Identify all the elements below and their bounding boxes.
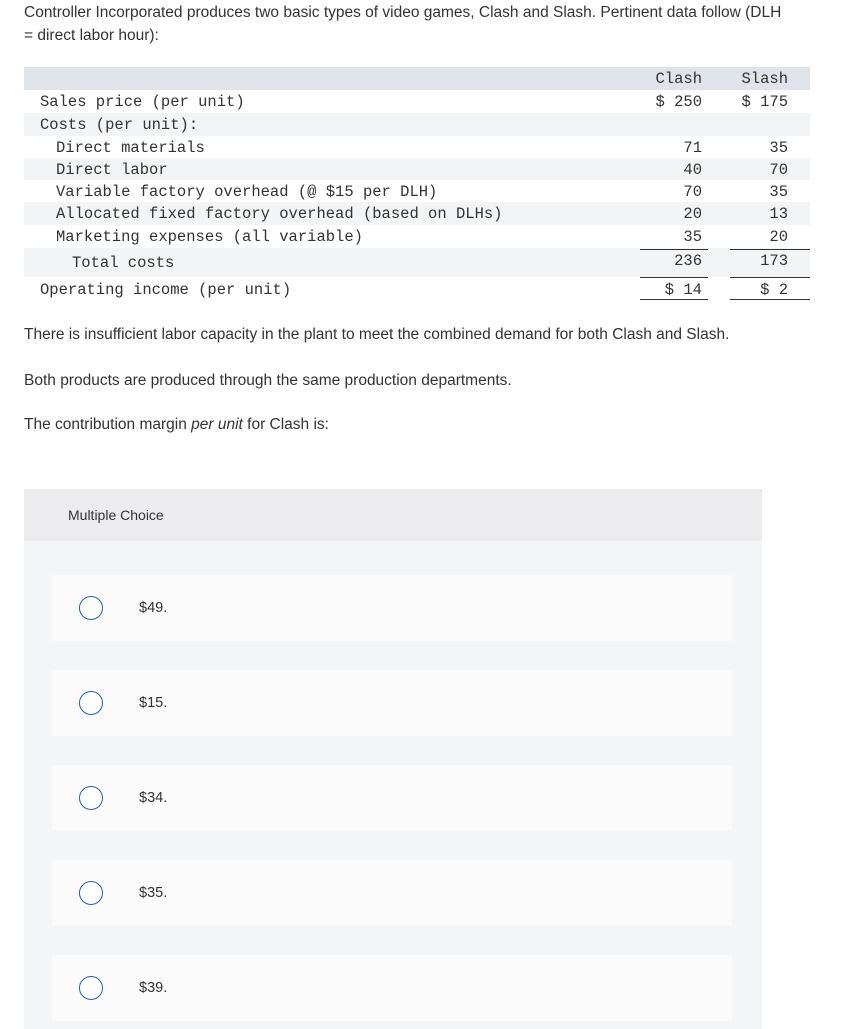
- subtotal-rule-clash: [640, 249, 708, 250]
- column-header-slash: Slash: [741, 70, 788, 88]
- question-intro: Controller Incorporated produces two basic types of video games, Clash and Slash. Pertinent data follow (DLH = direct labor hour):: [24, 4, 782, 44]
- clash-value: 40: [683, 161, 702, 179]
- row-label: Costs (per unit):: [40, 116, 199, 134]
- cost-data-table: [24, 67, 810, 301]
- clash-value: 71: [683, 139, 702, 157]
- row-label: Variable factory overhead (@ $15 per DLH): [56, 183, 438, 201]
- answer-option-label: $34.: [139, 790, 168, 806]
- prompt-suffix: for Clash is:: [242, 416, 329, 433]
- departments-paragraph: Both products are produced through the same production departments.: [24, 372, 512, 389]
- multiple-choice-panel: [24, 489, 762, 1029]
- table-row-marketing: [24, 225, 810, 248]
- question-prompt: [24, 413, 784, 436]
- clash-value: $ 250: [655, 93, 702, 111]
- row-label: Sales price (per unit): [40, 93, 245, 111]
- radio-button[interactable]: [79, 786, 103, 810]
- slash-value: 70: [769, 161, 788, 179]
- radio-button[interactable]: [79, 596, 103, 620]
- slash-value: 173: [760, 252, 788, 270]
- clash-value: 20: [683, 205, 702, 223]
- answer-option-2[interactable]: [52, 670, 732, 736]
- table-header-row: [24, 67, 810, 90]
- table-row-fixed-overhead: [24, 202, 810, 225]
- row-label: Marketing expenses (all variable): [56, 228, 363, 246]
- answer-option-1[interactable]: [52, 575, 732, 641]
- prompt-prefix: The contribution margin: [24, 416, 192, 433]
- answer-option-3[interactable]: [52, 765, 732, 831]
- radio-button[interactable]: [79, 691, 103, 715]
- slash-value: $ 175: [741, 93, 788, 111]
- table-row-costs-heading: [24, 113, 810, 136]
- subtotal-rule-slash: [730, 249, 810, 250]
- answer-option-label: $35.: [139, 885, 168, 901]
- answer-option-label: $15.: [139, 695, 168, 711]
- clash-value: 35: [683, 228, 702, 246]
- slash-value: 35: [769, 183, 788, 201]
- slash-value: $ 2: [760, 281, 788, 299]
- slash-value: 35: [769, 139, 788, 157]
- clash-value: $ 14: [664, 281, 702, 299]
- table-row-operating-income: [24, 277, 810, 301]
- clash-value: 70: [683, 183, 702, 201]
- answer-option-label: $39.: [139, 980, 168, 996]
- table-row-total-costs: [24, 248, 810, 277]
- row-label: Total costs: [72, 254, 175, 272]
- row-label: Direct labor: [56, 161, 168, 179]
- answer-option-5[interactable]: [52, 955, 732, 1021]
- row-label: Allocated fixed factory overhead (based on DLHs): [56, 205, 503, 223]
- table-row-sales-price: [24, 90, 810, 113]
- total-rule-clash: [640, 277, 708, 278]
- double-rule-slash: [730, 299, 810, 300]
- radio-button[interactable]: [79, 881, 103, 905]
- table-row-variable-overhead: [24, 180, 810, 202]
- column-header-clash: Clash: [655, 70, 702, 88]
- slash-value: 20: [769, 228, 788, 246]
- radio-button[interactable]: [79, 976, 103, 1000]
- total-rule-slash: [730, 277, 810, 278]
- slash-value: 13: [769, 205, 788, 223]
- prompt-emphasis: per unit: [191, 416, 243, 433]
- answer-option-4[interactable]: [52, 860, 732, 926]
- clash-value: 236: [674, 252, 702, 270]
- row-label: Operating income (per unit): [40, 281, 292, 299]
- capacity-paragraph: There is insufficient labor capacity in the plant to meet the combined demand for both Clash and Slash.: [24, 326, 730, 343]
- row-label: Direct materials: [56, 139, 205, 157]
- table-row-direct-labor: [24, 158, 810, 180]
- double-rule-clash: [640, 299, 708, 300]
- multiple-choice-title: Multiple Choice: [68, 507, 164, 523]
- multiple-choice-header: [24, 489, 762, 541]
- answer-option-label: $49.: [139, 600, 168, 616]
- table-row-direct-materials: [24, 136, 810, 158]
